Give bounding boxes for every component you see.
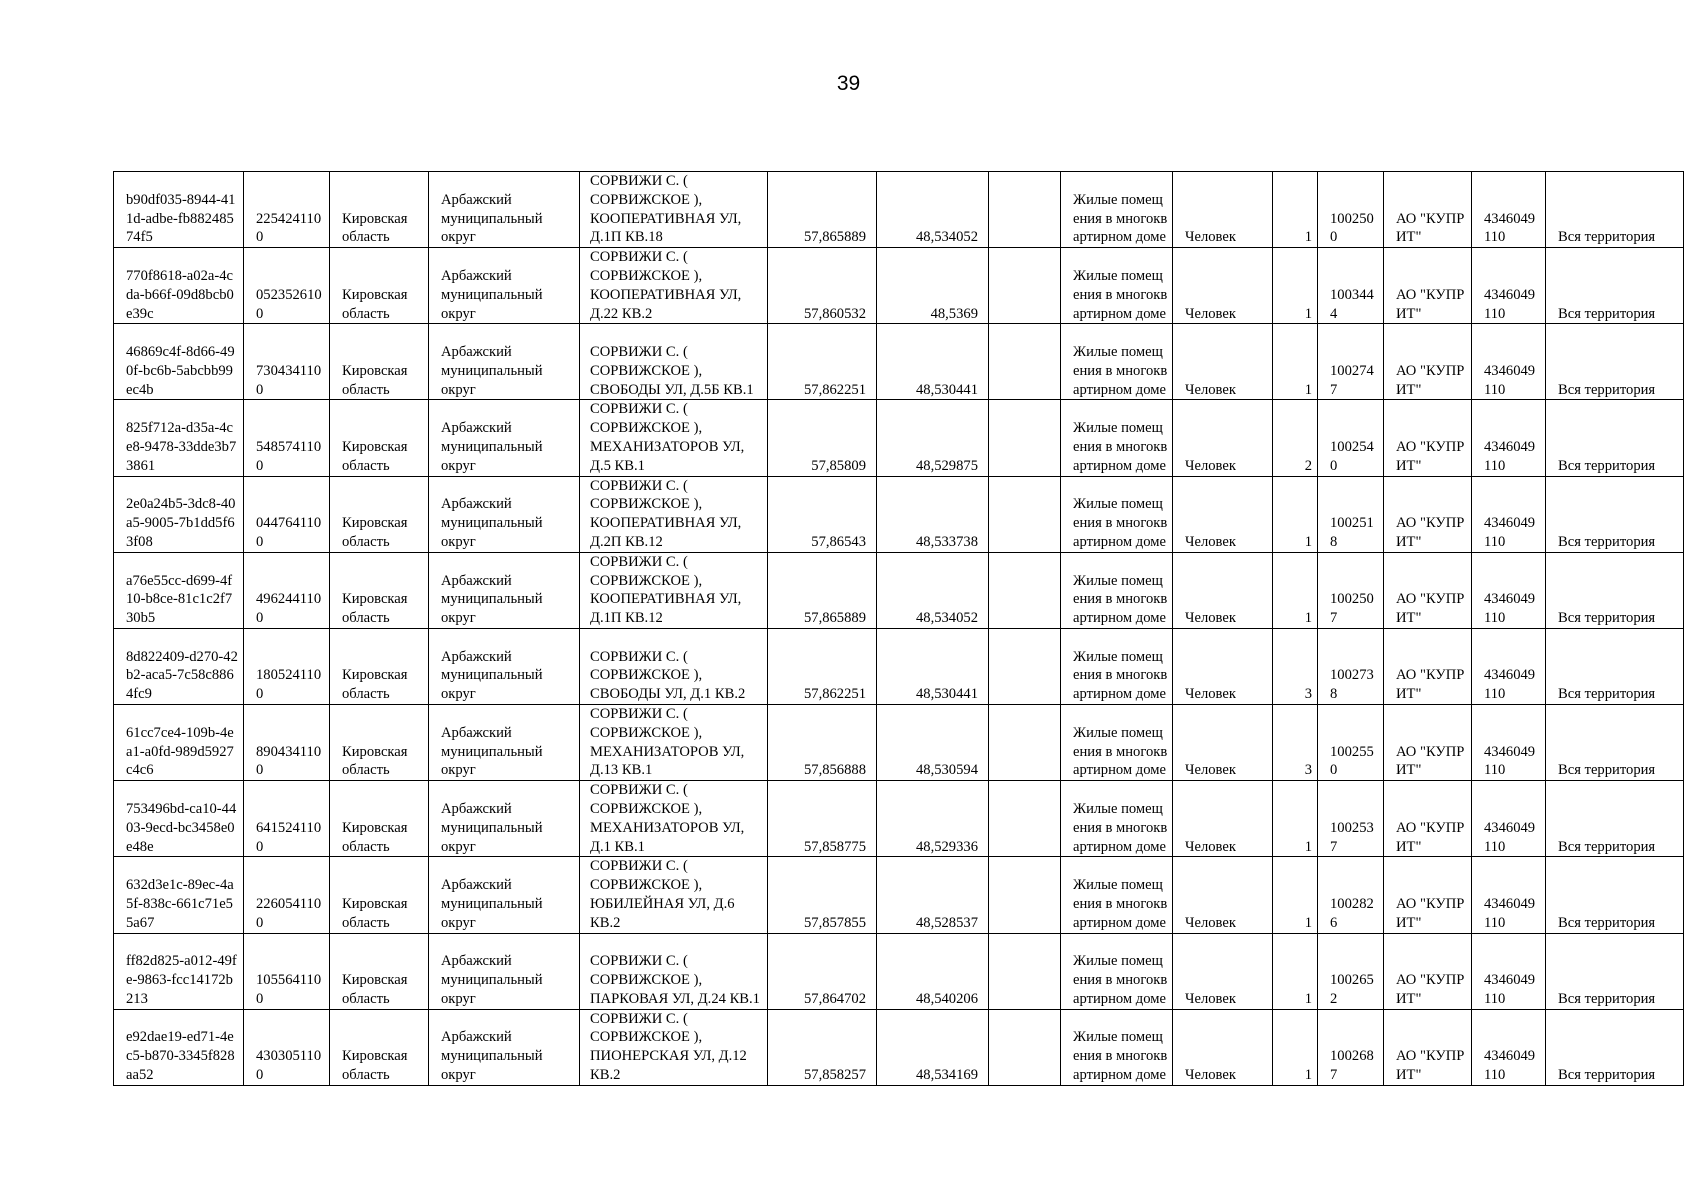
district-cell: Арбажский муниципальный округ [429,704,580,780]
longitude-cell: 48,534052 [877,552,989,628]
number-cell: 1002826 [1318,857,1384,933]
empty-cell [989,781,1061,857]
latitude-cell: 57,858257 [768,1009,877,1085]
region-cell: Кировская область [330,400,429,476]
district-cell: Арбажский муниципальный округ [429,400,580,476]
unit-cell: Человек [1173,400,1273,476]
category-cell: Жилые помещения в многоквартирном доме [1061,400,1173,476]
organization-cell: АО "КУПРИТ" [1384,1009,1472,1085]
district-cell: Арбажский муниципальный округ [429,324,580,400]
category-cell: Жилые помещения в многоквартирном доме [1061,552,1173,628]
district-cell: Арбажский муниципальный округ [429,248,580,324]
number-cell: 1002507 [1318,552,1384,628]
code-cell: 0447641100 [244,476,330,552]
category-cell: Жилые помещения в многоквартирном доме [1061,628,1173,704]
code-cell: 6415241100 [244,781,330,857]
organization-cell: АО "КУПРИТ" [1384,324,1472,400]
table-row [114,704,1684,780]
code-cell: 8904341100 [244,704,330,780]
latitude-cell: 57,858775 [768,781,877,857]
table-row [114,1009,1684,1085]
empty-cell [989,933,1061,1009]
count-cell: 2 [1273,400,1318,476]
latitude-cell: 57,865889 [768,172,877,248]
data-table [113,171,1684,1086]
latitude-cell: 57,860532 [768,248,877,324]
count-cell: 1 [1273,1009,1318,1085]
address-cell: СОРВИЖИ С. ( СОРВИЖСКОЕ ), СВОБОДЫ УЛ, Д.1 КВ.2 [580,628,768,704]
table-row [114,781,1684,857]
latitude-cell: 57,865889 [768,552,877,628]
record-id-cell: 753496bd-ca10-4403-9ecd-bc3458e0e48e [114,781,244,857]
count-cell: 3 [1273,628,1318,704]
number-cell: 1002747 [1318,324,1384,400]
empty-cell [989,172,1061,248]
territory-cell: Вся территория [1546,857,1684,933]
record-id-cell: b90df035-8944-411d-adbe-fb88248574f5 [114,172,244,248]
count-cell: 1 [1273,933,1318,1009]
longitude-cell: 48,533738 [877,476,989,552]
count-cell: 1 [1273,476,1318,552]
longitude-cell: 48,530441 [877,324,989,400]
inn-cell: 4346049110 [1472,248,1546,324]
empty-cell [989,552,1061,628]
number-cell: 1002500 [1318,172,1384,248]
inn-cell: 4346049110 [1472,552,1546,628]
organization-cell: АО "КУПРИТ" [1384,857,1472,933]
inn-cell: 4346049110 [1472,1009,1546,1085]
inn-cell: 4346049110 [1472,781,1546,857]
category-cell: Жилые помещения в многоквартирном доме [1061,704,1173,780]
category-cell: Жилые помещения в многоквартирном доме [1061,781,1173,857]
record-id-cell: ff82d825-a012-49fe-9863-fcc14172b213 [114,933,244,1009]
address-cell: СОРВИЖИ С. ( СОРВИЖСКОЕ ), ПИОНЕРСКАЯ УЛ, Д.12 КВ.2 [580,1009,768,1085]
latitude-cell: 57,856888 [768,704,877,780]
category-cell: Жилые помещения в многоквартирном доме [1061,857,1173,933]
district-cell: Арбажский муниципальный округ [429,1009,580,1085]
territory-cell: Вся территория [1546,933,1684,1009]
empty-cell [989,476,1061,552]
address-cell: СОРВИЖИ С. ( СОРВИЖСКОЕ ), МЕХАНИЗАТОРОВ УЛ, Д.13 КВ.1 [580,704,768,780]
record-id-cell: 2e0a24b5-3dc8-40a5-9005-7b1dd5f63f08 [114,476,244,552]
longitude-cell: 48,530441 [877,628,989,704]
empty-cell [989,324,1061,400]
code-cell: 1805241100 [244,628,330,704]
region-cell: Кировская область [330,172,429,248]
territory-cell: Вся территория [1546,324,1684,400]
region-cell: Кировская область [330,248,429,324]
table-row [114,857,1684,933]
inn-cell: 4346049110 [1472,476,1546,552]
territory-cell: Вся территория [1546,552,1684,628]
address-cell: СОРВИЖИ С. ( СОРВИЖСКОЕ ), КООПЕРАТИВНАЯ УЛ, Д.22 КВ.2 [580,248,768,324]
longitude-cell: 48,530594 [877,704,989,780]
latitude-cell: 57,857855 [768,857,877,933]
region-cell: Кировская область [330,704,429,780]
region-cell: Кировская область [330,781,429,857]
empty-cell [989,1009,1061,1085]
region-cell: Кировская область [330,1009,429,1085]
category-cell: Жилые помещения в многоквартирном доме [1061,324,1173,400]
address-cell: СОРВИЖИ С. ( СОРВИЖСКОЕ ), МЕХАНИЗАТОРОВ УЛ, Д.1 КВ.1 [580,781,768,857]
unit-cell: Человек [1173,552,1273,628]
table-row [114,552,1684,628]
category-cell: Жилые помещения в многоквартирном доме [1061,172,1173,248]
district-cell: Арбажский муниципальный округ [429,628,580,704]
longitude-cell: 48,534169 [877,1009,989,1085]
longitude-cell: 48,540206 [877,933,989,1009]
empty-cell [989,248,1061,324]
inn-cell: 4346049110 [1472,704,1546,780]
unit-cell: Человек [1173,1009,1273,1085]
region-cell: Кировская область [330,324,429,400]
empty-cell [989,857,1061,933]
record-id-cell: 61cc7ce4-109b-4ea1-a0fd-989d5927c4c6 [114,704,244,780]
code-cell: 2254241100 [244,172,330,248]
number-cell: 1002540 [1318,400,1384,476]
organization-cell: АО "КУПРИТ" [1384,933,1472,1009]
latitude-cell: 57,862251 [768,628,877,704]
inn-cell: 4346049110 [1472,857,1546,933]
district-cell: Арбажский муниципальный округ [429,172,580,248]
record-id-cell: a76e55cc-d699-4f10-b8ce-81c1c2f730b5 [114,552,244,628]
record-id-cell: 770f8618-a02a-4cda-b66f-09d8bcb0e39c [114,248,244,324]
organization-cell: АО "КУПРИТ" [1384,552,1472,628]
district-cell: Арбажский муниципальный округ [429,857,580,933]
number-cell: 1002518 [1318,476,1384,552]
unit-cell: Человек [1173,857,1273,933]
unit-cell: Человек [1173,324,1273,400]
number-cell: 1003444 [1318,248,1384,324]
district-cell: Арбажский муниципальный округ [429,933,580,1009]
code-cell: 4303051100 [244,1009,330,1085]
unit-cell: Человек [1173,476,1273,552]
latitude-cell: 57,85809 [768,400,877,476]
address-cell: СОРВИЖИ С. ( СОРВИЖСКОЕ ), КООПЕРАТИВНАЯ УЛ, Д.1П КВ.18 [580,172,768,248]
record-id-cell: 8d822409-d270-42b2-aca5-7c58c8864fc9 [114,628,244,704]
address-cell: СОРВИЖИ С. ( СОРВИЖСКОЕ ), КООПЕРАТИВНАЯ УЛ, Д.2П КВ.12 [580,476,768,552]
organization-cell: АО "КУПРИТ" [1384,704,1472,780]
territory-cell: Вся территория [1546,248,1684,324]
count-cell: 1 [1273,781,1318,857]
number-cell: 1002550 [1318,704,1384,780]
code-cell: 5485741100 [244,400,330,476]
region-cell: Кировская область [330,552,429,628]
region-cell: Кировская область [330,857,429,933]
empty-cell [989,628,1061,704]
record-id-cell: 632d3e1c-89ec-4a5f-838c-661c71e55a67 [114,857,244,933]
count-cell: 1 [1273,857,1318,933]
number-cell: 1002687 [1318,1009,1384,1085]
territory-cell: Вся территория [1546,476,1684,552]
table-row [114,400,1684,476]
unit-cell: Человек [1173,248,1273,324]
count-cell: 1 [1273,248,1318,324]
count-cell: 1 [1273,172,1318,248]
address-cell: СОРВИЖИ С. ( СОРВИЖСКОЕ ), ПАРКОВАЯ УЛ, Д.24 КВ.1 [580,933,768,1009]
code-cell: 1055641100 [244,933,330,1009]
territory-cell: Вся территория [1546,172,1684,248]
unit-cell: Человек [1173,781,1273,857]
table-row [114,933,1684,1009]
count-cell: 3 [1273,704,1318,780]
code-cell: 2260541100 [244,857,330,933]
table-row [114,172,1684,248]
inn-cell: 4346049110 [1472,172,1546,248]
organization-cell: АО "КУПРИТ" [1384,248,1472,324]
territory-cell: Вся территория [1546,1009,1684,1085]
address-cell: СОРВИЖИ С. ( СОРВИЖСКОЕ ), ЮБИЛЕЙНАЯ УЛ, Д.6 КВ.2 [580,857,768,933]
page-number: 39 [836,72,861,95]
longitude-cell: 48,529875 [877,400,989,476]
empty-cell [989,704,1061,780]
code-cell: 7304341100 [244,324,330,400]
district-cell: Арбажский муниципальный округ [429,476,580,552]
territory-cell: Вся территория [1546,781,1684,857]
organization-cell: АО "КУПРИТ" [1384,172,1472,248]
address-cell: СОРВИЖИ С. ( СОРВИЖСКОЕ ), МЕХАНИЗАТОРОВ УЛ, Д.5 КВ.1 [580,400,768,476]
table-row [114,324,1684,400]
inn-cell: 4346049110 [1472,628,1546,704]
organization-cell: АО "КУПРИТ" [1384,400,1472,476]
latitude-cell: 57,86543 [768,476,877,552]
code-cell: 4962441100 [244,552,330,628]
district-cell: Арбажский муниципальный округ [429,781,580,857]
category-cell: Жилые помещения в многоквартирном доме [1061,476,1173,552]
table-row [114,476,1684,552]
category-cell: Жилые помещения в многоквартирном доме [1061,1009,1173,1085]
longitude-cell: 48,529336 [877,781,989,857]
latitude-cell: 57,862251 [768,324,877,400]
latitude-cell: 57,864702 [768,933,877,1009]
code-cell: 0523526100 [244,248,330,324]
address-cell: СОРВИЖИ С. ( СОРВИЖСКОЕ ), СВОБОДЫ УЛ, Д.5Б КВ.1 [580,324,768,400]
record-id-cell: 825f712a-d35a-4ce8-9478-33dde3b73861 [114,400,244,476]
longitude-cell: 48,528537 [877,857,989,933]
category-cell: Жилые помещения в многоквартирном доме [1061,933,1173,1009]
address-cell: СОРВИЖИ С. ( СОРВИЖСКОЕ ), КООПЕРАТИВНАЯ УЛ, Д.1П КВ.12 [580,552,768,628]
organization-cell: АО "КУПРИТ" [1384,628,1472,704]
organization-cell: АО "КУПРИТ" [1384,781,1472,857]
territory-cell: Вся территория [1546,628,1684,704]
record-id-cell: 46869c4f-8d66-490f-bc6b-5abcbb99ec4b [114,324,244,400]
unit-cell: Человек [1173,704,1273,780]
inn-cell: 4346049110 [1472,400,1546,476]
unit-cell: Человек [1173,628,1273,704]
territory-cell: Вся территория [1546,400,1684,476]
category-cell: Жилые помещения в многоквартирном доме [1061,248,1173,324]
table-row [114,628,1684,704]
count-cell: 1 [1273,324,1318,400]
region-cell: Кировская область [330,628,429,704]
record-id-cell: e92dae19-ed71-4ec5-b870-3345f828aa52 [114,1009,244,1085]
number-cell: 1002738 [1318,628,1384,704]
longitude-cell: 48,534052 [877,172,989,248]
organization-cell: АО "КУПРИТ" [1384,476,1472,552]
count-cell: 1 [1273,552,1318,628]
district-cell: Арбажский муниципальный округ [429,552,580,628]
table-row [114,248,1684,324]
inn-cell: 4346049110 [1472,933,1546,1009]
territory-cell: Вся территория [1546,704,1684,780]
longitude-cell: 48,5369 [877,248,989,324]
region-cell: Кировская область [330,933,429,1009]
inn-cell: 4346049110 [1472,324,1546,400]
number-cell: 1002537 [1318,781,1384,857]
unit-cell: Человек [1173,933,1273,1009]
number-cell: 1002652 [1318,933,1384,1009]
unit-cell: Человек [1173,172,1273,248]
region-cell: Кировская область [330,476,429,552]
empty-cell [989,400,1061,476]
